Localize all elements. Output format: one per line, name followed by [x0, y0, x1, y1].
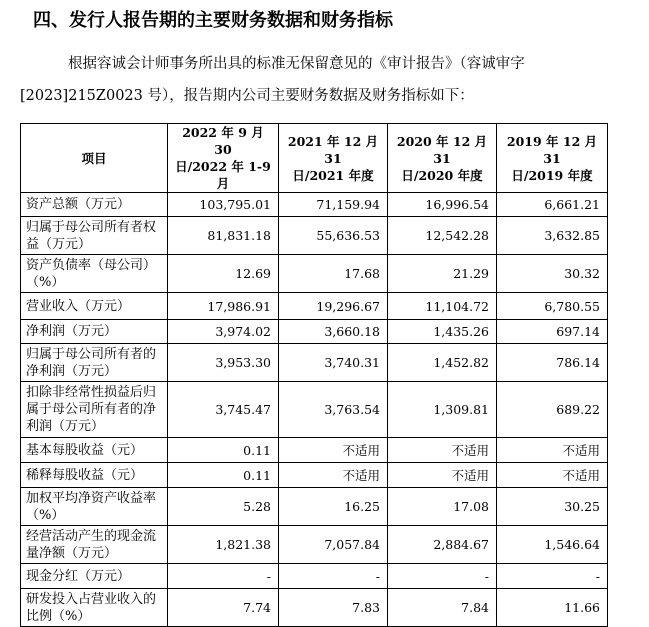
cell-value: 81,831.18	[168, 217, 279, 255]
table-row	[21, 293, 608, 320]
header-2022-q3-line1: 2022 年 9 月 30	[182, 125, 264, 157]
cell-value: 11,104.72	[388, 293, 497, 320]
row-label: 扣除非经常性损益后归属于母公司所有者的净利润（万元）	[21, 382, 168, 438]
table-row	[21, 463, 608, 488]
cell-value: 不适用	[497, 463, 608, 488]
cell-value: 3,974.02	[168, 320, 279, 344]
cell-value: 不适用	[388, 463, 497, 488]
cell-value: 不适用	[497, 438, 608, 463]
cell-value: 不适用	[279, 438, 388, 463]
row-label: 基本每股收益（元）	[21, 438, 168, 463]
table-header-row	[21, 124, 608, 193]
cell-value: 7,057.84	[279, 526, 388, 564]
cell-value: 786.14	[497, 344, 608, 382]
table-row	[21, 382, 608, 438]
cell-value: 55,636.53	[279, 217, 388, 255]
section-title: 四、发行人报告期的主要财务数据和财务指标	[33, 10, 393, 31]
row-label: 营业收入（万元）	[21, 293, 168, 320]
cell-value: 12.69	[168, 255, 279, 293]
header-2021-line1: 2021 年 12 月 31	[287, 133, 379, 166]
header-2019	[497, 124, 608, 193]
cell-value: 2,884.67	[388, 526, 497, 564]
row-label: 经营活动产生的现金流量净额（万元）	[21, 526, 168, 564]
cell-value: 7.74	[168, 589, 279, 627]
cell-value: 16,996.54	[388, 193, 497, 217]
financial-data-table	[20, 123, 608, 627]
table-row	[21, 488, 608, 526]
row-label: 研发投入占营业收入的比例（%）	[21, 589, 168, 627]
cell-value: 3,745.47	[168, 382, 279, 438]
header-2020-line2: 日/2020 年度	[401, 167, 483, 183]
cell-value: 11.66	[497, 589, 608, 627]
cell-value: 0.11	[168, 463, 279, 488]
cell-value: 30.25	[497, 488, 608, 526]
cell-value: -	[279, 564, 388, 589]
header-2021-line2: 日/2021 年度	[292, 167, 374, 183]
table-row	[21, 193, 608, 217]
cell-value: 0.11	[168, 438, 279, 463]
cell-value: -	[168, 564, 279, 589]
table-row	[21, 217, 608, 255]
cell-value: 21.29	[388, 255, 497, 293]
table-row	[21, 564, 608, 589]
cell-value: 不适用	[279, 463, 388, 488]
cell-value: 不适用	[388, 438, 497, 463]
cell-value: 1,309.81	[388, 382, 497, 438]
cell-value: 71,159.94	[279, 193, 388, 217]
row-label: 稀释每股收益（元）	[21, 463, 168, 488]
cell-value: 6,780.55	[497, 293, 608, 320]
table-row	[21, 344, 608, 382]
table-row	[21, 589, 608, 627]
cell-value: 697.14	[497, 320, 608, 344]
cell-value: -	[497, 564, 608, 589]
row-label: 加权平均净资产收益率（%）	[21, 488, 168, 526]
row-label: 归属于母公司所有者权益（万元）	[21, 217, 168, 255]
header-2019-line2: 日/2019 年度	[511, 167, 593, 183]
cell-value: 17.68	[279, 255, 388, 293]
cell-value: 1,546.64	[497, 526, 608, 564]
cell-value: 1,452.82	[388, 344, 497, 382]
cell-value: 7.84	[388, 589, 497, 627]
cell-value: 17,986.91	[168, 293, 279, 320]
cell-value: 3,953.30	[168, 344, 279, 382]
table-row	[21, 320, 608, 344]
cell-value: 19,296.67	[279, 293, 388, 320]
row-label: 净利润（万元）	[21, 320, 168, 344]
header-2020-line1: 2020 年 12 月 31	[396, 133, 488, 166]
table-row	[21, 526, 608, 564]
cell-value: 1,435.26	[388, 320, 497, 344]
cell-value: 30.32	[497, 255, 608, 293]
header-2020	[388, 124, 497, 193]
cell-value: 1,821.38	[168, 526, 279, 564]
row-label: 资产总额（万元）	[21, 193, 168, 217]
header-2021	[279, 124, 388, 193]
cell-value: 17.08	[388, 488, 497, 526]
header-2019-line1: 2019 年 12 月 31	[506, 133, 598, 166]
cell-value: 3,660.18	[279, 320, 388, 344]
cell-value: 3,763.54	[279, 382, 388, 438]
table-row	[21, 438, 608, 463]
cell-value: 6,661.21	[497, 193, 608, 217]
row-label: 现金分红（万元）	[21, 564, 168, 589]
cell-value: 689.22	[497, 382, 608, 438]
cell-value: 12,542.28	[388, 217, 497, 255]
cell-value: 3,740.31	[279, 344, 388, 382]
header-item: 项目	[21, 124, 168, 193]
header-2022-q3	[168, 124, 279, 193]
table-row	[21, 255, 608, 293]
cell-value: 16.25	[279, 488, 388, 526]
cell-value: -	[388, 564, 497, 589]
cell-value: 103,795.01	[168, 193, 279, 217]
cell-value: 7.83	[279, 589, 388, 627]
header-2022-q3-line2: 日/2022 年 1-9 月	[175, 159, 271, 191]
cell-value: 5.28	[168, 488, 279, 526]
cell-value: 3,632.85	[497, 217, 608, 255]
row-label: 归属于母公司所有者的净利润（万元）	[21, 344, 168, 382]
intro-paragraph-line-1: 根据容诚会计师事务所出具的标准无保留意见的《审计报告》（容诚审字	[68, 56, 525, 72]
row-label: 资产负债率（母公司）（%）	[21, 255, 168, 293]
intro-paragraph-line-2: [2023]215Z0023 号），报告期内公司主要财务数据及财务指标如下：	[20, 88, 474, 104]
